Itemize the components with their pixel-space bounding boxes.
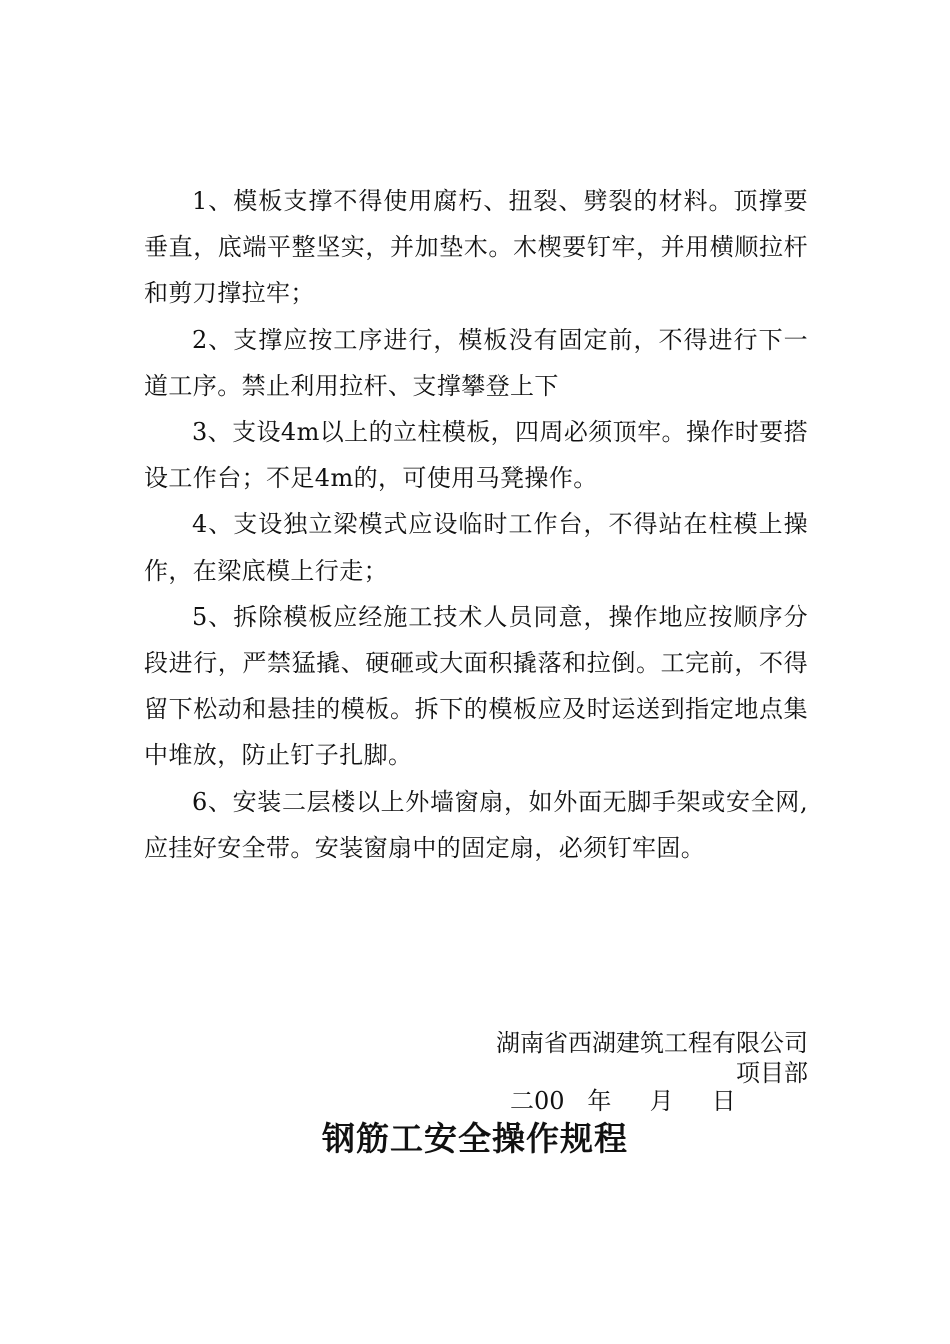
rule-paragraph-3: 3、支设4m以上的立柱模板，四周必须顶牢。操作时要搭设工作台；不足4m的，可使用马凳操作。 xyxy=(144,418,808,493)
rule-paragraph-4: 4、支设独立梁模式应设临时工作台，不得站在柱模上操作，在梁底模上行走； xyxy=(144,510,808,585)
document-body xyxy=(144,178,808,871)
signature-date: 二00 年 月 日 xyxy=(510,1087,736,1115)
rule-paragraph-6: 6、安装二层楼以上外墙窗扇，如外面无脚手架或安全网,应挂好安全带。安装窗扇中的固定扇，必须钉牢固。 xyxy=(144,787,808,862)
rule-paragraph-1: 1、模板支撑不得使用腐朽、扭裂、劈裂的材料。顶撑要垂直，底端平整坚实，并加垫木。木楔要钉牢，并用横顺拉杆和剪刀撑拉牢； xyxy=(144,187,808,308)
rule-paragraph-5: 5、拆除模板应经施工技术人员同意，操作地应按顺序分段进行，严禁猛撬、硬砸或大面积撬落和拉倒。工完前，不得留下松动和悬挂的模板。拆下的模板应及时运送到指定地点集中堆放，防止钉子扎脚。 xyxy=(144,602,808,770)
rule-paragraph-2: 2、支撑应按工序进行，模板没有固定前，不得进行下一道工序。禁止利用拉杆、支撑攀登上下 xyxy=(144,325,808,400)
signature-company: 湖南省西湖建筑工程有限公司 xyxy=(496,1029,808,1057)
section-title: 钢筋工安全操作规程 xyxy=(322,1119,628,1158)
signature-department: 项目部 xyxy=(736,1059,808,1087)
